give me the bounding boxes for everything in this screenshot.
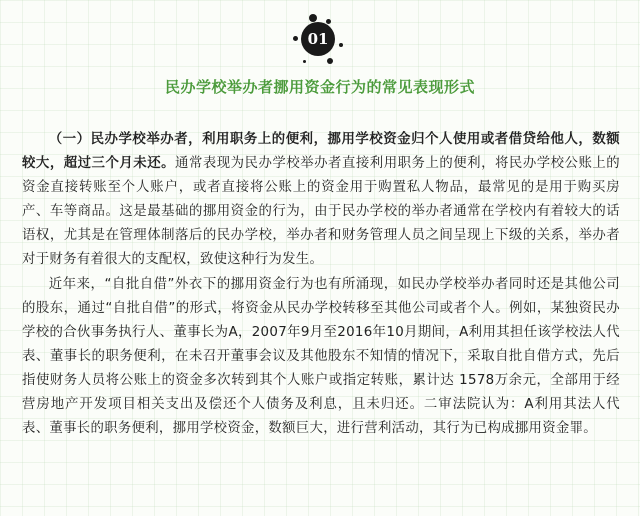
paragraph-1-text: 通常表现为民办学校举办者直接利用职务上的便利，将民办学校公账上的资金直接转账至个人账户，或者直接将公账上的资金用于购置私人物品，最常见的是用于购买房产、车等商品。这是最基础的挪用资金的行为，由于民办学校的举办者通常在学校内有着较大的话语权，尤其是在管理体制落后的民办学校，举办者和财务管理人员之间呈现上下级的关系，举办者对于财务有着很大的支配权，致使这种行为发生。 bbox=[22, 156, 620, 268]
article-body bbox=[22, 128, 620, 441]
paragraph-2-text: 近年来，“自批自借”外衣下的挪用资金行为也有所涌现，如民办学校举办者同时还是其他公司的股东，通过“自批自借”的形式，将资金从民办学校转移至其他公司或者个人。例如，某独资民办学校的合伙事务执行人、董事长为A，2007年9月至2016年10月期间，A利用其担任该学校法人代表、董事长的职务便利，在未召开董事会议及其他股东不知情的情况下，采取自批自借方式，先后指使财务人员将公账上的资金多次转到其个人账户或指定转账，累计达 1578万余元，全部用于经营房地产开发项目相关支出及偿还个人债务及利息，且未归还。二审法院认为：A利用其法人代表、董事长的职务便利，挪用学校资金，数额巨大，进行营利活动，其行为已构成挪用资金罪。 bbox=[22, 276, 620, 437]
decorative-dot bbox=[339, 43, 343, 47]
decorative-dot bbox=[309, 14, 317, 22]
decorative-dot bbox=[303, 60, 306, 63]
paragraph-2 bbox=[22, 273, 620, 442]
section-title: 民办学校举办者挪用资金行为的常见表现形式 bbox=[164, 78, 475, 96]
decorative-dot bbox=[326, 19, 331, 24]
paragraph-1 bbox=[22, 128, 620, 273]
section-number-badge: 01 bbox=[301, 22, 335, 56]
paragraph-1-bold-lead: （一）民办学校举办者，利用职务上的便利，挪用学校资金归个人使用或者借贷给他人，数额较大，超过三个月未还。 bbox=[22, 132, 620, 172]
decorative-dot bbox=[293, 36, 298, 41]
decorative-dot bbox=[327, 58, 333, 64]
section-number-badge-group bbox=[0, 0, 640, 70]
